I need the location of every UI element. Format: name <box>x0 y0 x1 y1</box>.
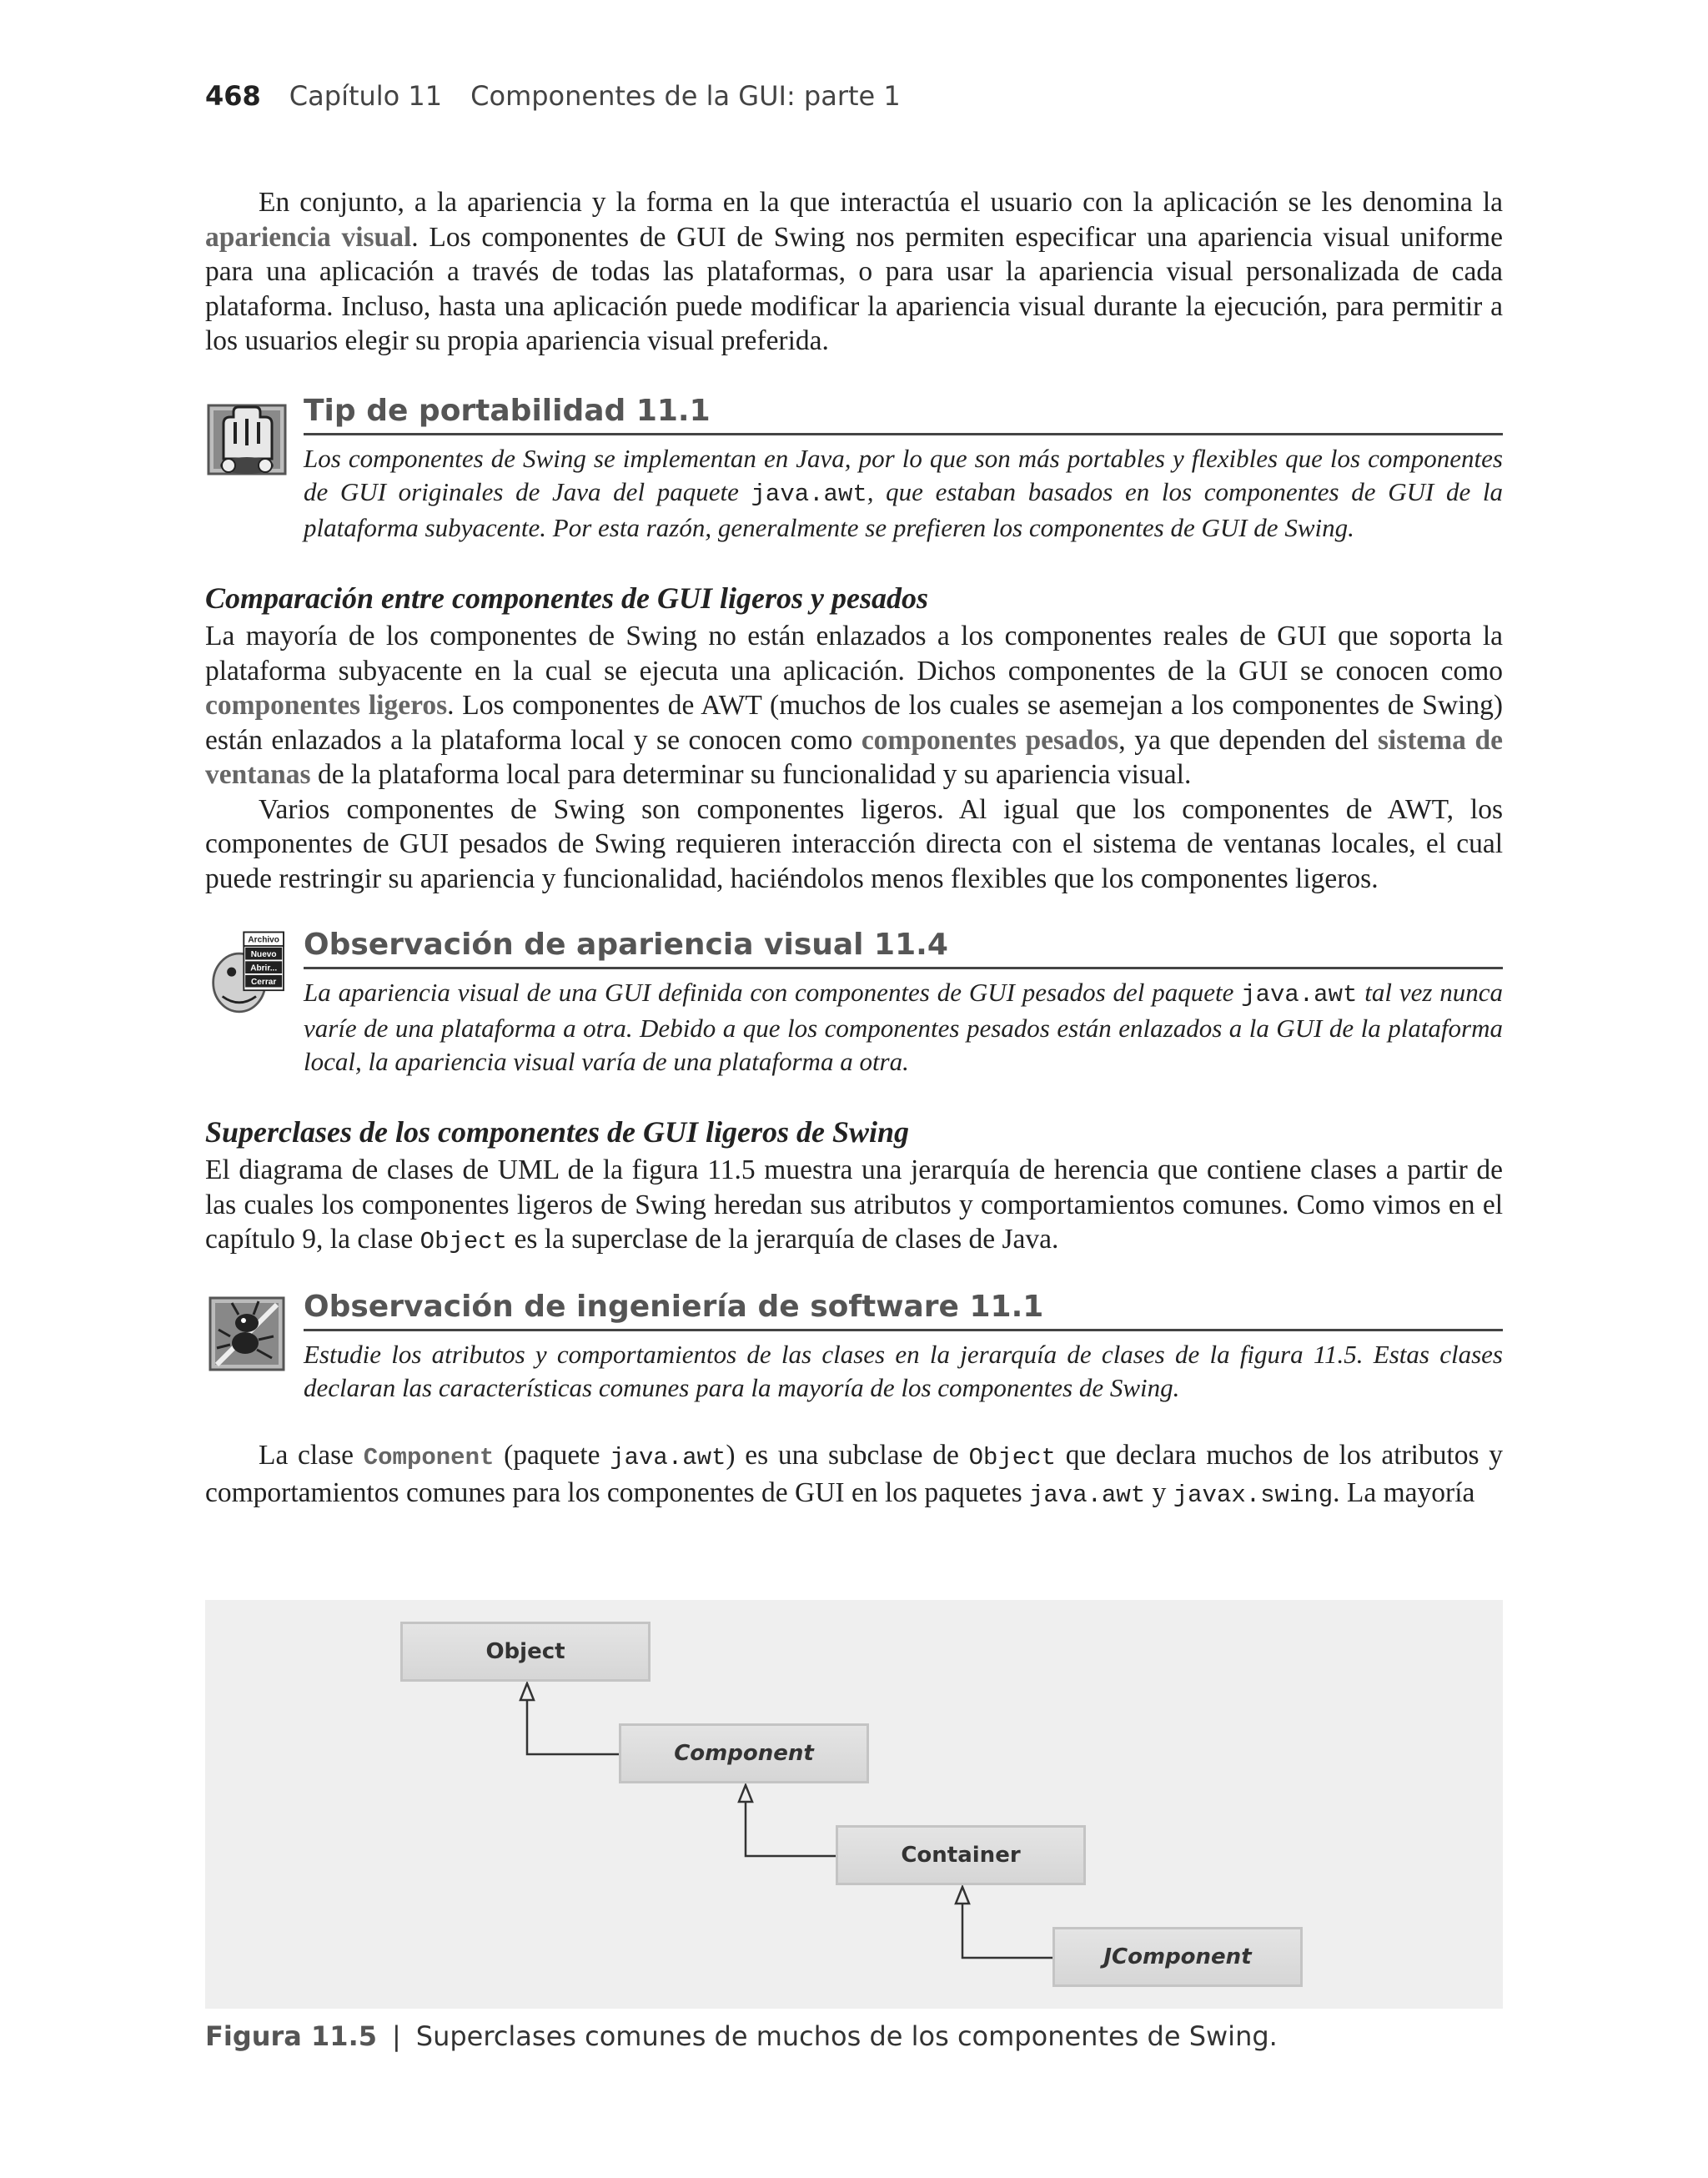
intro-paragraph <box>205 185 1503 359</box>
comparacion-text-1: La mayoría de los componentes de Swing no están enlazados a los componentes reales de GUI que soporta la plataforma subyacente en la cual se ejecuta una aplicación. Dichos componentes de la GUI se conocen como <box>205 621 1503 687</box>
portability-tip <box>205 394 1503 552</box>
tip-text-2: , que estaban basados en los componentes de GUI de la plataforma subyacente. Por esta razón, generalmente se prefieren los componentes de GUI de Swing. <box>304 477 1503 542</box>
term-component-class: Component <box>363 1444 495 1471</box>
uml-class-jcomponent: JComponent <box>1052 1927 1303 1987</box>
ant-worker-icon <box>205 1290 289 1381</box>
page-number: 468 <box>205 80 261 112</box>
component-paragraph <box>205 1438 1503 1512</box>
software-engineering-title: Observación de ingeniería de software 11.1 <box>304 1290 1503 1331</box>
comparacion-block <box>205 619 1503 896</box>
comparacion-text-3: , ya que dependen del <box>1118 724 1369 756</box>
portability-tip-body <box>304 442 1503 545</box>
look-and-feel-text-2: tal vez nunca varíe de una plataforma a otra. Debido a que los componentes pesados están enlazados a la GUI de la plataforma local, la apariencia visual varía de una plataforma a otra. <box>304 978 1503 1076</box>
comparacion-text-4: de la plataforma local para determinar su funcionalidad y su apariencia visual. <box>317 759 1192 790</box>
icon-menu-abrir: Abrir... <box>250 963 278 973</box>
look-and-feel-text-1: La apariencia visual de una GUI definida con componentes de GUI pesados del paquete <box>304 978 1234 1007</box>
portability-tip-icon <box>205 394 289 485</box>
software-engineering-observation <box>205 1290 1503 1415</box>
uml-class-container: Container <box>836 1825 1086 1885</box>
superclases-paragraph <box>205 1153 1503 1260</box>
icon-menu-cerrar: Cerrar <box>251 977 277 987</box>
intro-text-1: En conjunto, a la apariencia y la forma en la que interactúa el usuario con la aplicación se les denomina la <box>259 187 1503 218</box>
superclases-text-1: El diagrama de clases de UML de la figura 11.5 muestra una jerarquía de herencia que contiene clases a partir de las cuales los componentes ligeros de Swing heredan sus atributos y comportamientos comunes. Como vimos en el capítulo 9, la clase <box>205 1154 1503 1255</box>
figure-caption <box>205 2020 1278 2052</box>
uml-class-object: Object <box>400 1622 651 1682</box>
term-componentes-pesados: componentes pesados <box>861 724 1119 756</box>
figure-caption-text: Superclases comunes de muchos de los componentes de Swing. <box>415 2020 1278 2052</box>
look-and-feel-observation <box>205 928 1503 1086</box>
section-title-comparacion: Comparación entre componentes de GUI ligeros y pesados <box>205 581 928 615</box>
comparacion-paragraph-1 <box>205 619 1503 792</box>
chapter-title: Componentes de la GUI: parte 1 <box>470 80 901 112</box>
look-and-feel-code: java.awt <box>1241 981 1358 1009</box>
component-pkg-java-awt: java.awt <box>610 1444 726 1471</box>
tip-code: java.awt <box>751 480 867 508</box>
intro-block <box>205 185 1503 359</box>
menu-window-icon <box>205 928 289 1019</box>
software-engineering-body: Estudie los atributos y comportamientos de las clases en la jerarquía de clases de la figura 11.5. Estas clases declaran las características comunes para la mayoría de los componentes de Swing. <box>304 1340 1503 1402</box>
component-block <box>205 1438 1503 1512</box>
tip-text-1: Los componentes de Swing se implementan en Java, por lo que son más portables y flexibles que los componentes de GUI originales de Java del paquete <box>304 444 1503 506</box>
component-text-3: ) es una subclase de <box>726 1440 959 1471</box>
superclases-text-2: es la superclase de la jerarquía de clases de Java. <box>514 1224 1059 1255</box>
superclases-block <box>205 1153 1503 1260</box>
component-text-6: . La mayoría <box>1333 1476 1475 1508</box>
component-pkg-java-awt-2: java.awt <box>1029 1481 1146 1509</box>
running-header <box>205 80 901 112</box>
uml-class-component: Component <box>619 1723 869 1783</box>
comparacion-text-2: . Los componentes de AWT (muchos de los cuales se asemejan a los componentes de Swing) están enlazados a la plataforma local y se conocen como <box>205 690 1503 756</box>
component-text-2: (paquete <box>504 1440 600 1471</box>
intro-text-2: . Los componentes de GUI de Swing nos permiten especificar una apariencia visual uniforme para una aplicación a través de todas las plataformas, o para usar la apariencia visual personalizada de cada plataforma. Incluso, hasta una aplicación puede modificar la apariencia visual durante la ejecución, para permitir a los usuarios elegir su propia apariencia visual preferida. <box>205 221 1503 356</box>
uml-class-diagram <box>205 1600 1503 2009</box>
component-text-5: y <box>1152 1476 1167 1508</box>
caption-separator: | <box>391 2020 401 2052</box>
icon-menu-nuevo: Nuevo <box>250 949 277 959</box>
superclases-code: Object <box>419 1228 508 1255</box>
chapter-label: Capítulo 11 <box>289 80 443 112</box>
icon-menu-archivo: Archivo <box>248 935 279 945</box>
term-apariencia-visual: apariencia visual <box>205 221 412 253</box>
look-and-feel-body <box>304 976 1503 1079</box>
term-componentes-ligeros: componentes ligeros <box>205 690 448 721</box>
comparacion-paragraph-2: Varios componentes de Swing son componentes ligeros. Al igual que los componentes de AWT, los componentes de GUI pesados de Swing requieren interacción directa con el sistema de ventanas locales, el cual puede restringir su apariencia y funcionalidad, haciéndolos menos flexibles que los componentes ligeros. <box>205 793 1503 894</box>
term-sistema-de-ventanas: sistema de ventanas <box>205 724 1504 790</box>
component-text-1: La clase <box>259 1440 354 1471</box>
component-text-4: que declara muchos de los atributos y comportamientos comunes para los componentes de GUI en los paquetes <box>205 1440 1504 1508</box>
component-pkg-javax-swing: javax.swing <box>1173 1481 1334 1509</box>
section-title-superclases: Superclases de los componentes de GUI ligeros de Swing <box>205 1115 910 1149</box>
look-and-feel-title: Observación de apariencia visual 11.4 <box>304 928 1503 969</box>
component-object-code: Object <box>968 1444 1057 1471</box>
figure-label: Figura 11.5 <box>205 2020 377 2052</box>
portability-tip-title: Tip de portabilidad 11.1 <box>304 394 1503 435</box>
